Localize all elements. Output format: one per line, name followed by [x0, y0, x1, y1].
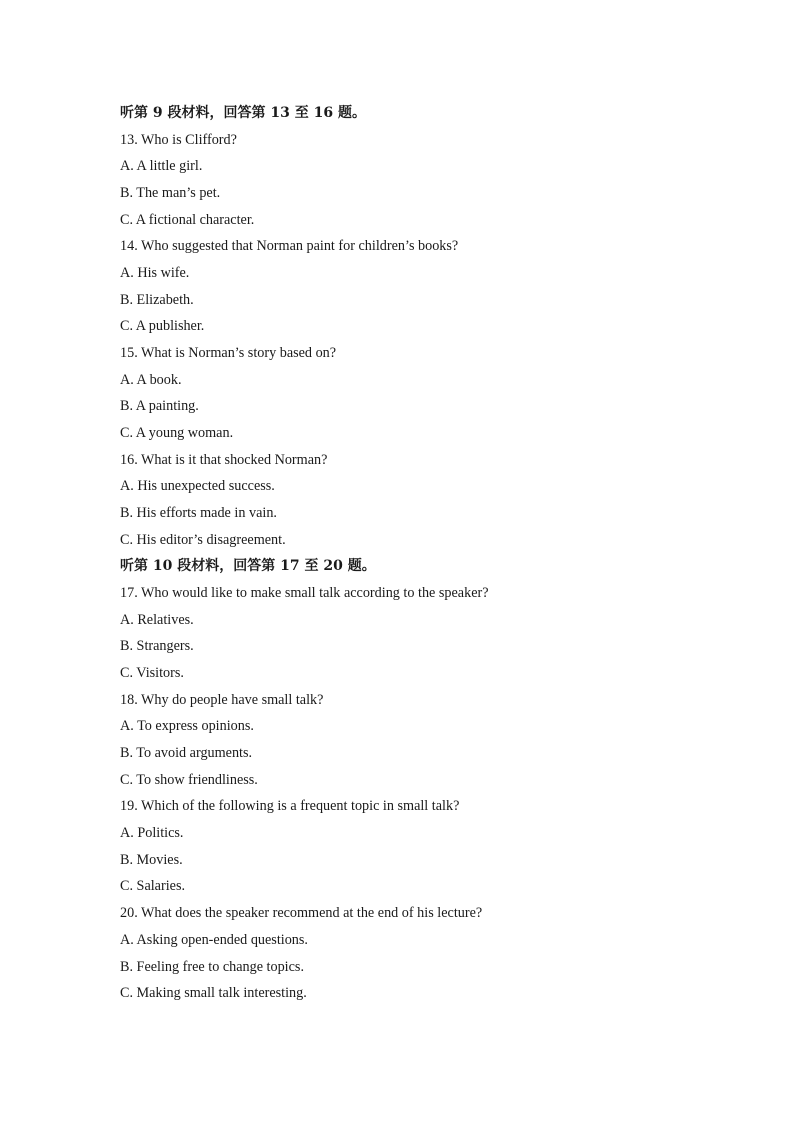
question-stem: 17. Who would like to make small talk according to the speaker?: [120, 585, 489, 602]
answer-option: B. A painting.: [120, 398, 199, 415]
answer-option: A. Politics.: [120, 825, 184, 842]
question-stem: 14. Who suggested that Norman paint for children’s books?: [120, 238, 459, 255]
answer-option: B. To avoid arguments.: [120, 745, 253, 762]
answer-option: C. Making small talk interesting.: [120, 985, 307, 1002]
answer-option: A. His wife.: [120, 265, 190, 282]
answer-option: C. To show friendliness.: [120, 771, 258, 788]
answer-option: C. His editor’s disagreement.: [120, 531, 286, 548]
question-stem: 15. What is Norman’s story based on?: [120, 345, 337, 362]
question-stem: 16. What is it that shocked Norman?: [120, 451, 328, 468]
answer-option: C. Salaries.: [120, 878, 186, 895]
answer-option: C. A fictional character.: [120, 211, 255, 228]
answer-option: B. Elizabeth.: [120, 291, 194, 308]
answer-option: C. A young woman.: [120, 425, 234, 442]
answer-option: B. Movies.: [120, 851, 183, 868]
question-stem: 19. Which of the following is a frequent topic in small talk?: [120, 798, 460, 815]
section-header: 听第 10 段材料，回答第 17 至 20 题。: [120, 558, 376, 575]
question-stem: 18. Why do people have small talk?: [120, 691, 324, 708]
answer-option: B. His efforts made in vain.: [120, 505, 277, 522]
answer-option: B. Strangers.: [120, 638, 194, 655]
answer-option: B. The man’s pet.: [120, 185, 221, 202]
answer-option: A. A little girl.: [120, 158, 203, 175]
section-header: 听第 9 段材料，回答第 13 至 16 题。: [120, 105, 366, 121]
answer-option: C. Visitors.: [120, 665, 184, 682]
answer-option: A. Relatives.: [120, 611, 194, 628]
answer-option: B. Feeling free to change topics.: [120, 958, 304, 975]
document-body: [120, 100, 720, 1007]
question-stem: 20. What does the speaker recommend at the end of his lecture?: [120, 905, 483, 922]
answer-option: A. To express opinions.: [120, 718, 254, 735]
answer-option: A. His unexpected success.: [120, 478, 275, 495]
answer-option: A. Asking open-ended questions.: [120, 931, 308, 948]
question-stem: 13. Who is Clifford?: [120, 131, 237, 148]
answer-option: A. A book.: [120, 371, 182, 388]
answer-option: C. A publisher.: [120, 318, 205, 335]
